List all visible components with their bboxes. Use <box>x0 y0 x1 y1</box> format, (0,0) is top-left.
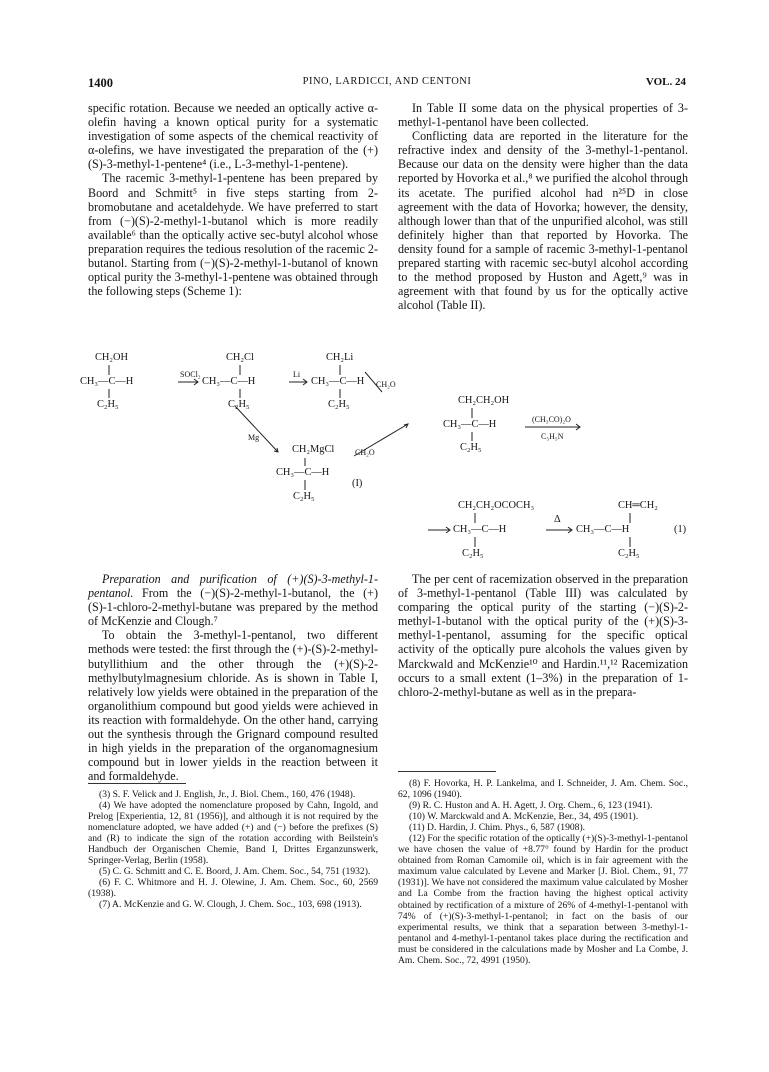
footnote-divider <box>88 783 186 784</box>
intermediate-label: CH₂Cl <box>226 352 254 363</box>
product-substituent: C₂H₅ <box>460 442 482 453</box>
product-label: CH₂CH₂OH <box>458 395 510 406</box>
reagent-label: C₅H₅N <box>541 432 564 441</box>
intermediate-substituent: C₂H₅ <box>228 399 250 410</box>
product-substituent: C₂H₅ <box>462 548 484 559</box>
intermediate-label: CH₂MgCl <box>292 444 335 455</box>
page-number: 1400 <box>88 76 113 90</box>
intermediate-chain: CH₃—C—H <box>311 376 365 387</box>
footnotes-right <box>398 778 688 966</box>
paragraph: Conflicting data are reported in the literature for the refractive index and density of the 3-methyl-1-pentanol. Because our data on the density were higher than the data reported by Hovorka et al.,⁸ we purified the alcohol through its acetate. The purified alcohol had n²⁵D in close agreement with the data of Hovorka; however, the density, although lower than that of the unpurified alcohol, was still definitely higher than that reported by Hovorka. The density found for a sample of racemic 3-methyl-1-pentanol prepared starting with racemic sec-butyl alcohol according to the method proposed by Huston and Agett,⁹ was in agreement with that found by us for the optically active alcohol (Table II). <box>398 129 689 313</box>
footnotes-left <box>88 789 378 911</box>
footnote: (5) C. G. Schmitt and C. E. Boord, J. Am. Chem. Soc., 54, 751 (1932). <box>99 866 371 878</box>
left-column-bottom <box>88 572 378 783</box>
running-head: PINO, LARDICCI, AND CENTONI <box>302 76 472 87</box>
product-chain: CH₃—C—H <box>453 524 507 535</box>
reagent-label: SOCl₂ <box>180 370 201 379</box>
equation-number: (1) <box>674 524 687 535</box>
paragraph: From the (−)(S)-2-methyl-1-butanol, the (+)(S)-1-chloro-2-methyl-butane was prepared by the method of McKenzie and Clough.⁷ <box>88 586 378 629</box>
paragraph: To obtain the 3-methyl-1-pentanol, two different methods were tested: the first through the (+)-(S)-2-methyl-butyllithium and the other through the (+)(S)-2-methylbutylmagnesium chloride. As is shown in Table I, relatively low yields were obtained in the preparation of the organolithium compound but good yields were achieved in its reaction with formaldehyde. On the other hand, carrying out the synthesis through the Grignard compound resulted in high yields in the preparation of the organomagnesium compound but in lower yields in the reaction between it and formaldehyde. <box>88 628 378 784</box>
reagent-label: CH₂O <box>376 380 396 389</box>
left-column-top <box>88 101 378 298</box>
reagent-label: Mg <box>248 433 260 442</box>
reactant-substituent: C₂H₅ <box>97 399 119 410</box>
reagent-label: (CH₃CO)₂O <box>532 415 571 424</box>
product-chain: CH₃—C—H <box>576 524 630 535</box>
intermediate-substituent: C₂H₅ <box>328 399 350 410</box>
footnote: (6) F. C. Whitmore and H. J. Olewine, J. Am. Chem. Soc., 60, 2569 (1938). <box>88 877 378 900</box>
product-substituent: C₂H₅ <box>618 548 640 559</box>
intermediate-chain: CH₃—C—H <box>276 467 330 478</box>
intermediate-chain: CH₃—C—H <box>202 376 256 387</box>
right-column-bottom <box>398 572 688 699</box>
section-heading: Preparation and purification of (+)(S)-3-methyl-1-pentanol. <box>88 572 378 601</box>
reactant-chain: CH₃—C—H <box>80 376 134 387</box>
product-chain: CH₃—C—H <box>443 419 497 430</box>
intermediate-substituent: C₂H₅ <box>293 491 315 502</box>
page-header <box>88 76 686 92</box>
reagent-label: Li <box>293 370 301 379</box>
reaction-scheme <box>80 352 690 562</box>
footnote: (9) R. C. Huston and A. H. Agett, J. Org. Chem., 6, 123 (1941). <box>409 800 653 812</box>
paragraph: The per cent of racemization observed in the preparation of 3-methyl-1-pentanol (Table III) was calculated by comparing the optical purity of the starting (−)(S)-2-methyl-1-butanol with the optical purity of the (+)(S)-3-methyl-1-pentanol, assuming for the specific optical activity of the optically pure alcohols the values given by Marckwald and McKenzie¹⁰ and Hardin.¹¹,¹² Racemization occurs to a small extent (1–3%) in the preparation of 1-chloro-2-methyl-butane as well as in the prepara- <box>398 572 688 699</box>
volume-label: VOL. 24 <box>645 76 686 88</box>
reagent-label: CH₂O <box>355 448 375 457</box>
reactant-label: CH₂OH <box>95 352 129 363</box>
paragraph: specific rotation. Because we needed an optically active α-olefin having a known optical purity for a systematic investigation of some aspects of the chemical reactivity of α-olefins, we have investigated the preparation of the (+)(S)-3-methyl-1-pentene⁴ (i.e., L-3-methyl-1-pentene). <box>88 101 378 172</box>
footnote: (10) W. Marckwald and A. McKenzie, Ber., 34, 495 (1901). <box>409 811 639 823</box>
intermediate-label: CH₂Li <box>326 352 354 363</box>
paragraph: In Table II some data on the physical properties of 3-methyl-1-pentanol have been collected. <box>398 101 688 130</box>
footnote: (11) D. Hardin, J. Chim. Phys., 6, 587 (1908). <box>409 822 586 834</box>
footnote: (12) For the specific rotation of the optically (+)(S)-3-methyl-1-pentanol we have chosen the value of +8.77° found by Hardin for the product obtained from Roman Camomile oil, which is in fair agreement with the maximum value calculated by Levene and Marker [J. Biol. Chem., 91, 77 (1931)]. We have not considered the maximum value calculated by Mosher and La Combe from the fraction having the highest optical activity obtained by rectification of a mixture of 26% of 4-methyl-1-pentanol with 74% of (+)(S)-3-methyl-1-pentanol; in fact on the basis of our experimental results, we think that a separation between 3-methyl-1-pentanol and 4-methyl-1-pentanol takes place during the rectification and must be considered in the calculations made by Mosher and La Combe, J. Am. Chem. Soc., 72, 4991 (1950). <box>398 833 688 966</box>
compound-number: (I) <box>352 478 363 489</box>
footnote: (3) S. F. Velick and J. English, Jr., J. Biol. Chem., 160, 476 (1948). <box>99 789 356 800</box>
footnote: (4) We have adopted the nomenclature proposed by Cahn, Ingold, and Prelog [Experientia, 12, 81 (1956)], and although it is not required by the nomenclature adopted, we have added (+) and (−) before the prefixes (S) and (R) to indicate the sign of the rotation according with Beilstein's Handbuch der Organischen Chemie, Band I, Drittes Erganzunswerk, Springer-Verlag, Berlin (1958). <box>88 800 378 867</box>
paragraph: The racemic 3-methyl-1-pentene has been prepared by Boord and Schmitt⁵ in five steps starting from 2-bromobutane and acetaldehyde. We have preferred to start from (−)(S)-2-methyl-1-butanol which is more readily available⁶ than the optically active sec-butyl alcohol whose preparation requires the tedious resolution of the racemic 2-butanol. Starting from (−)(S)-2-methyl-1-butanol of known optical purity the 3-methyl-1-pentene was obtained through the following steps (Scheme 1): <box>88 171 378 299</box>
footnote: (7) A. McKenzie and G. W. Clough, J. Chem. Soc., 103, 698 (1913). <box>99 899 362 911</box>
footnote-divider <box>398 771 496 772</box>
reagent-label: Δ <box>554 514 561 525</box>
right-column-top <box>398 101 688 312</box>
product-label: CH═CH₂ <box>618 500 658 511</box>
footnote: (8) F. Hovorka, H. P. Lankelma, and I. Schneider, J. Am. Chem. Soc., 62, 1096 (1940). <box>398 778 688 801</box>
product-label: CH₂CH₂OCOCH₃ <box>458 500 535 511</box>
